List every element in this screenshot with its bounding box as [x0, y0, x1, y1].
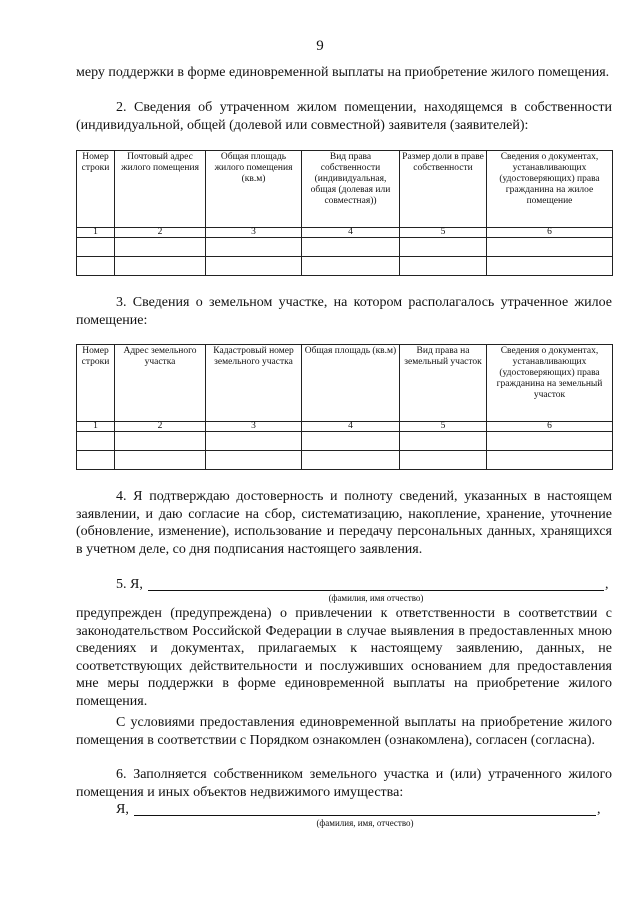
section-3-heading: 3. Сведения о земельном участке, на котором располагалось утраченное жилое помещение:	[76, 295, 612, 328]
header-cell: Адрес земельного участка	[115, 345, 206, 422]
header-cell: Почтовый адрес жилого помещения	[115, 151, 206, 228]
table-cell[interactable]	[206, 432, 302, 451]
table-row[interactable]	[77, 238, 613, 257]
column-number: 1	[77, 422, 115, 432]
table-cell[interactable]	[206, 257, 302, 276]
fio-caption-2: (фамилия, имя, отчество)	[316, 818, 414, 828]
section-5-comma: ,	[605, 577, 609, 592]
section-5-prefix: 5. Я,	[116, 577, 143, 592]
table-cell[interactable]	[77, 238, 115, 257]
column-number: 2	[115, 422, 206, 432]
table-cell[interactable]	[302, 432, 400, 451]
intro-continuation: меру поддержки в форме единовременной выплаты на приобретение жилого помещения.	[76, 65, 610, 80]
table-cell[interactable]	[115, 451, 206, 470]
page-number: 9	[316, 38, 324, 54]
table-cell[interactable]	[77, 451, 115, 470]
table-cell[interactable]	[400, 432, 487, 451]
table-cell[interactable]	[487, 238, 613, 257]
table-cell[interactable]	[400, 257, 487, 276]
section-6-heading: 6. Заполняется собственником земельного участка и (или) утраченного жилого помещения и иных объектов недвижимого имущества:	[76, 767, 612, 800]
column-number: 5	[400, 422, 487, 432]
table-cell[interactable]	[115, 238, 206, 257]
column-number: 2	[115, 228, 206, 238]
column-number: 6	[487, 228, 613, 238]
conditions-agreement: С условиями предоставления единовременной выплаты на приобретение жилого помещения в соответствии с Порядком ознакомлен (ознакомлена), согласен (согласна).	[76, 715, 612, 748]
fio-line-1[interactable]	[148, 590, 604, 591]
table-cell[interactable]	[400, 451, 487, 470]
table-cell[interactable]	[206, 451, 302, 470]
column-number-row	[77, 228, 613, 238]
table-cell[interactable]	[487, 257, 613, 276]
header-cell: Номер строки	[77, 151, 115, 228]
section-2-heading: 2. Сведения об утраченном жилом помещении, находящемся в собственности (индивидуальной, общей (долевой или совместной) заявителя (заявителей):	[76, 100, 612, 133]
column-number: 4	[302, 228, 400, 238]
section-4-consent: 4. Я подтверждаю достоверность и полноту сведений, указанных в настоящем заявлении, и даю согласие на сбор, систематизацию, накопление, хранение, уточнение (обновление, изменение), использование и передачу персональных данных, хранящихся в учетном деле, со дня подписания настоящего заявления.	[76, 489, 612, 557]
section-5-liability: предупрежден (предупреждена) о привлечении к ответственности в соответствии с законодательством Российской Федерации в случае выявления в предоставленных мною сведениях и документах, прилагаемых к настоящему заявлению, данных, не соответствующих действительности и послуживших основанием для предоставления мне меры поддержки в форме единовременной выплаты на приобретение жилого помещения.	[76, 606, 612, 709]
table-cell[interactable]	[206, 238, 302, 257]
table-cell[interactable]	[77, 432, 115, 451]
section-6-comma: ,	[597, 802, 601, 817]
table-cell[interactable]	[400, 238, 487, 257]
table-cell[interactable]	[302, 451, 400, 470]
header-cell: Вид права собственности (индивидуальная, общая (долевая или совместная))	[302, 151, 400, 228]
table-cell[interactable]	[302, 238, 400, 257]
table-row[interactable]	[77, 257, 613, 276]
header-cell: Общая площадь (кв.м)	[302, 345, 400, 422]
table-row[interactable]	[77, 451, 613, 470]
header-cell: Общая площадь жилого помещения (кв.м)	[206, 151, 302, 228]
fio-line-2[interactable]	[134, 815, 596, 816]
column-number-row	[77, 422, 613, 432]
column-number: 3	[206, 228, 302, 238]
header-cell: Размер доли в праве собственности	[400, 151, 487, 228]
header-cell: Номер строки	[77, 345, 115, 422]
header-cell: Вид права на земельный участок	[400, 345, 487, 422]
column-number: 6	[487, 422, 613, 432]
table-cell[interactable]	[487, 451, 613, 470]
table-cell[interactable]	[115, 432, 206, 451]
table-cell[interactable]	[115, 257, 206, 276]
table-header-row	[77, 151, 613, 228]
header-cell: Сведения о документах, устанавливающих (удостоверяющих) права гражданина на земельный участок	[487, 345, 613, 422]
fio-caption-1: (фамилия, имя отчество)	[328, 593, 424, 603]
section-6-prefix: Я,	[116, 802, 129, 817]
land-plot-table	[76, 344, 613, 470]
table-row[interactable]	[77, 432, 613, 451]
header-cell: Сведения о документах, устанавливающих (удостоверяющих) права гражданина на жилое помещение	[487, 151, 613, 228]
table-header-row	[77, 345, 613, 422]
housing-table	[76, 150, 613, 276]
header-cell: Кадастровый номер земельного участка	[206, 345, 302, 422]
column-number: 1	[77, 228, 115, 238]
table-cell[interactable]	[77, 257, 115, 276]
table-cell[interactable]	[302, 257, 400, 276]
column-number: 4	[302, 422, 400, 432]
table-cell[interactable]	[487, 432, 613, 451]
column-number: 3	[206, 422, 302, 432]
column-number: 5	[400, 228, 487, 238]
